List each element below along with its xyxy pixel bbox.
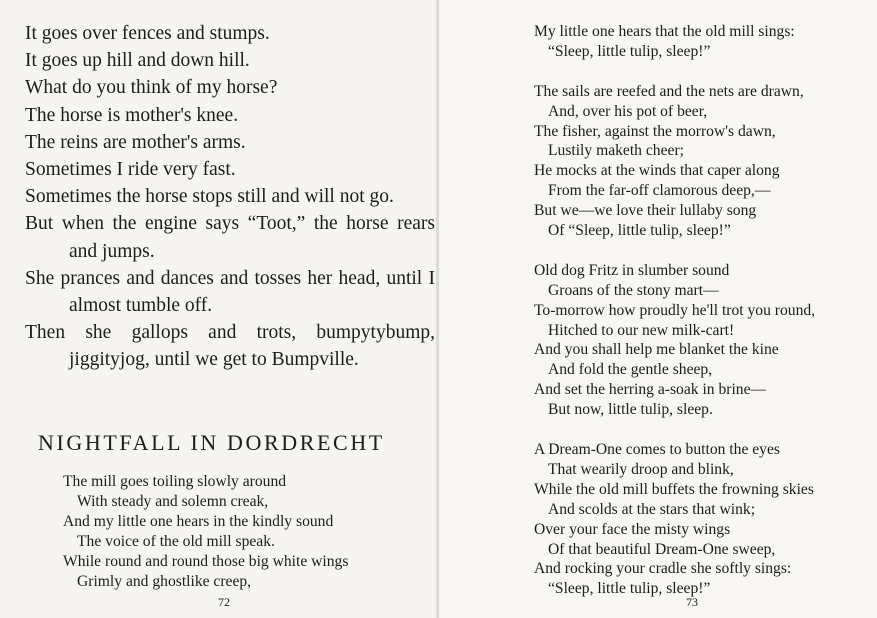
- poem-line: And my little one hears in the kindly sound: [63, 512, 334, 530]
- poem-line: Over your face the misty wings: [534, 520, 731, 538]
- prose-line: But when the engine says “Toot,” the horse rears and jumps.: [25, 213, 435, 262]
- stanza: [534, 440, 815, 599]
- poem-line: And rocking your cradle she softly sings:: [534, 560, 792, 578]
- poem-line: The sails are reefed and the nets are drawn,: [534, 82, 804, 100]
- page-number-left: 72: [218, 595, 230, 609]
- poem-line: “Sleep, little tulip, sleep!”: [548, 42, 711, 60]
- poem-line: To-morrow how proudly he'll trot you round,: [534, 301, 816, 319]
- poem-line: But now, little tulip, sleep.: [548, 401, 713, 419]
- poem-line: And set the herring a-soak in brine—: [534, 381, 767, 399]
- stanza: [534, 261, 815, 420]
- poem-continuation: [534, 22, 815, 599]
- poem-line: Of that beautiful Dream-One sweep,: [548, 540, 776, 558]
- poem-line: With steady and solemn creak,: [77, 492, 269, 510]
- poem-line: The fisher, against the morrow's dawn,: [534, 122, 776, 140]
- stanza: [534, 22, 815, 62]
- poem-line: Of “Sleep, little tulip, sleep!”: [548, 222, 731, 240]
- stanza: [534, 82, 815, 241]
- poem-line: And you shall help me blanket the kine: [534, 341, 779, 359]
- prose-line: The horse is mother's knee.: [25, 104, 239, 126]
- page-number-right: 73: [686, 595, 698, 609]
- prose-line: What do you think of my horse?: [25, 77, 278, 99]
- prose-line: It goes over fences and stumps.: [25, 23, 270, 44]
- poem-line: A Dream-One comes to button the eyes: [534, 440, 780, 458]
- poem-opening: [63, 472, 348, 591]
- prose-line: Sometimes I ride very fast.: [25, 159, 236, 181]
- poem-line: Old dog Fritz in slumber sound: [534, 261, 730, 279]
- poem-line: While the old mill buffets the frowning skies: [534, 480, 814, 498]
- prose-line: Then she gallops and trots, bumpytybump, jiggityjog, until we get to Bumpville.: [25, 322, 435, 371]
- prose-line: It goes up hill and down hill.: [25, 50, 250, 72]
- poem-line: And fold the gentle sheep,: [548, 361, 713, 379]
- poem-line: Hitched to our new milk-cart!: [548, 321, 735, 339]
- poem-line: My little one hears that the old mill sings:: [534, 23, 795, 40]
- prose-block: [25, 20, 435, 374]
- poem-line: The voice of the old mill speak.: [77, 532, 275, 550]
- poem-line: He mocks at the winds that caper along: [534, 162, 780, 180]
- poem-line: From the far-off clamorous deep,—: [548, 182, 771, 200]
- left-page: [0, 0, 438, 618]
- poem-line: “Sleep, little tulip, sleep!”: [548, 580, 711, 598]
- poem-line: That wearily droop and blink,: [548, 460, 734, 478]
- poem-line: Grimly and ghostlike creep,: [77, 572, 252, 590]
- prose-line: She prances and dances and tosses her head, until I almost tumble off.: [25, 267, 435, 317]
- poem-line: Groans of the stony mart—: [548, 281, 719, 299]
- poem-line: And, over his pot of beer,: [548, 102, 708, 120]
- poem-line: But we—we love their lullaby song: [534, 202, 757, 220]
- poem-line: Lustily maketh cheer;: [548, 142, 684, 160]
- prose-line: Sometimes the horse stops still and will not go.: [25, 186, 394, 208]
- poem-line: The mill goes toiling slowly around: [63, 473, 287, 490]
- prose-line: The reins are mother's arms.: [25, 131, 246, 153]
- poem-line: And scolds at the stars that wink;: [548, 500, 756, 518]
- poem-line: While round and round those big white wings: [63, 552, 349, 570]
- poem-title: NIGHTFALL IN DORDRECHT: [38, 430, 385, 455]
